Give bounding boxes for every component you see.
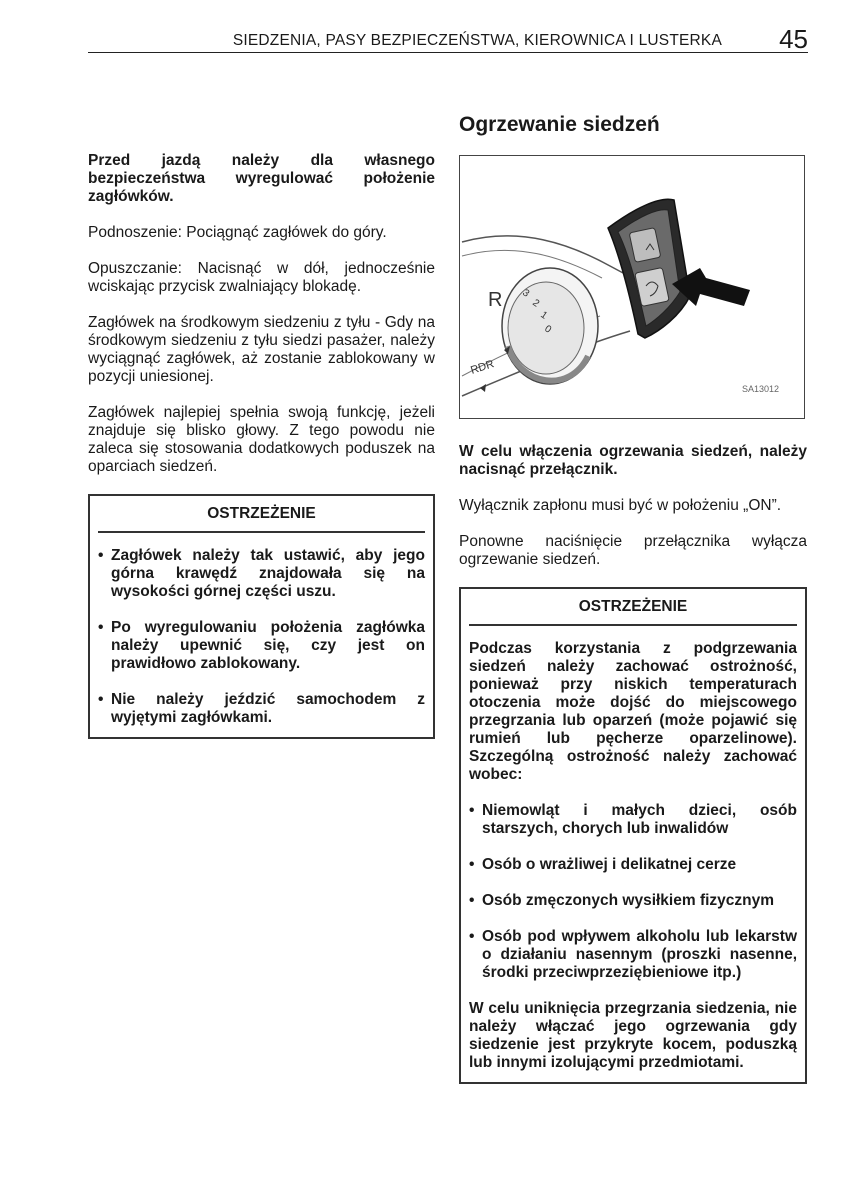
switch-drawing [460, 156, 804, 418]
headrest-intro: Przed jazdą należy dla własnego bezpieczeństwa wyregulować położenie zagłówków. [88, 152, 435, 205]
warning-item: • Osób zmęczonych wysiłkiem fizycznym [469, 892, 797, 910]
page-header [88, 20, 808, 54]
warning-item: • Niemowląt i małych dzieci, osób starszych, chorych lub inwalidów [469, 802, 797, 838]
warning-item: • Osób o wrażliwej i delikatnej cerze [469, 856, 797, 874]
warning-item: • Nie należy jeździć samochodem z wyjętymi zagłówkami. [98, 691, 425, 727]
dial-number: 3 [520, 287, 532, 300]
warning-item: • Zagłówek należy tak ustawić, aby jego górna krawędź znajdowała się na wysokości górnej części uszu. [98, 547, 425, 601]
headrest-raise: Podnoszenie: Pociągnąć zagłówek do góry. [88, 224, 387, 241]
page-number: 45 [779, 24, 808, 54]
seat-heater-switch-illustration [459, 155, 805, 419]
label-r: R [488, 289, 503, 311]
warning-intro: Podczas korzystania z podgrzewania siedzeń należy zachować ostrożność, ponieważ przy niskich temperaturach otoczenia może dojść do miejscowego przegrzania lub oparzeń (może pojawić się rumień lub pęcherze oparzelinowe). Szczególną ostrożność należy zachować wobec: [469, 640, 797, 783]
ignition-note: Wyłącznik zapłonu musi być w położeniu „ON”. [459, 497, 782, 514]
warning-title: OSTRZEŻENIE [98, 499, 425, 533]
warning-item: • Po wyregulowaniu położenia zagłówka należy upewnić się, czy jest on prawidłowo zablokowany. [98, 619, 425, 673]
headrest-best-function: Zagłówek najlepiej spełnia swoją funkcję, jeżeli znajduje się blisko głowy. Z tego powodu nie zaleca się stosowania dodatkowych poduszek na oparciach siedzeń. [88, 404, 435, 475]
heating-warning-box [459, 587, 807, 1084]
left-column [88, 152, 435, 739]
dial-number: 1 [538, 309, 550, 322]
figure-code: SA13012 [742, 384, 780, 394]
right-column [459, 113, 807, 1084]
chapter-title: SIEDZENIA, PASY BEZPIECZEŃSTWA, KIEROWNICA I LUSTERKA [232, 32, 722, 49]
press-again-note: Ponowne naciśnięcie przełącznika wyłącza ogrzewanie siedzeń. [459, 533, 807, 568]
headrest-center-seat: Zagłówek na środkowym siedzeniu z tyłu - Gdy na środkowym siedzeniu z tyłu siedzi pasażer, należy wyciągnąć zagłówek, aż zostanie zablokowany w pozycji uniesionej. [88, 314, 435, 385]
heating-instruction: W celu włączenia ogrzewania siedzeń, należy nacisnąć przełącznik. [459, 443, 807, 478]
headrest-warning-box [88, 494, 435, 739]
warning-title: OSTRZEŻENIE [469, 592, 797, 626]
dial-number: 0 [542, 323, 554, 336]
headrest-lower: Opuszczanie: Nacisnąć w dół, jednocześnie wciskając przycisk zwalniający blokadę. [88, 260, 435, 295]
header-rule [88, 52, 808, 53]
warning-outro: W celu uniknięcia przegrzania siedzenia, nie należy włączać jego ogrzewania gdy siedzenie jest przykryte kocem, poduszką lub innymi izolującymi przedmiotami. [469, 1000, 797, 1071]
warning-list [98, 547, 425, 727]
warning-list [469, 802, 797, 982]
dial-number: 2 [530, 297, 542, 310]
section-title: Ogrzewanie siedzeń [459, 113, 660, 136]
label-rdr: RDR [469, 358, 496, 377]
warning-item: • Osób pod wpływem alkoholu lub lekarstw o działaniu nasennym (proszki nasenne, środki przeciwprzeziębieniowe itp.) [469, 928, 797, 982]
